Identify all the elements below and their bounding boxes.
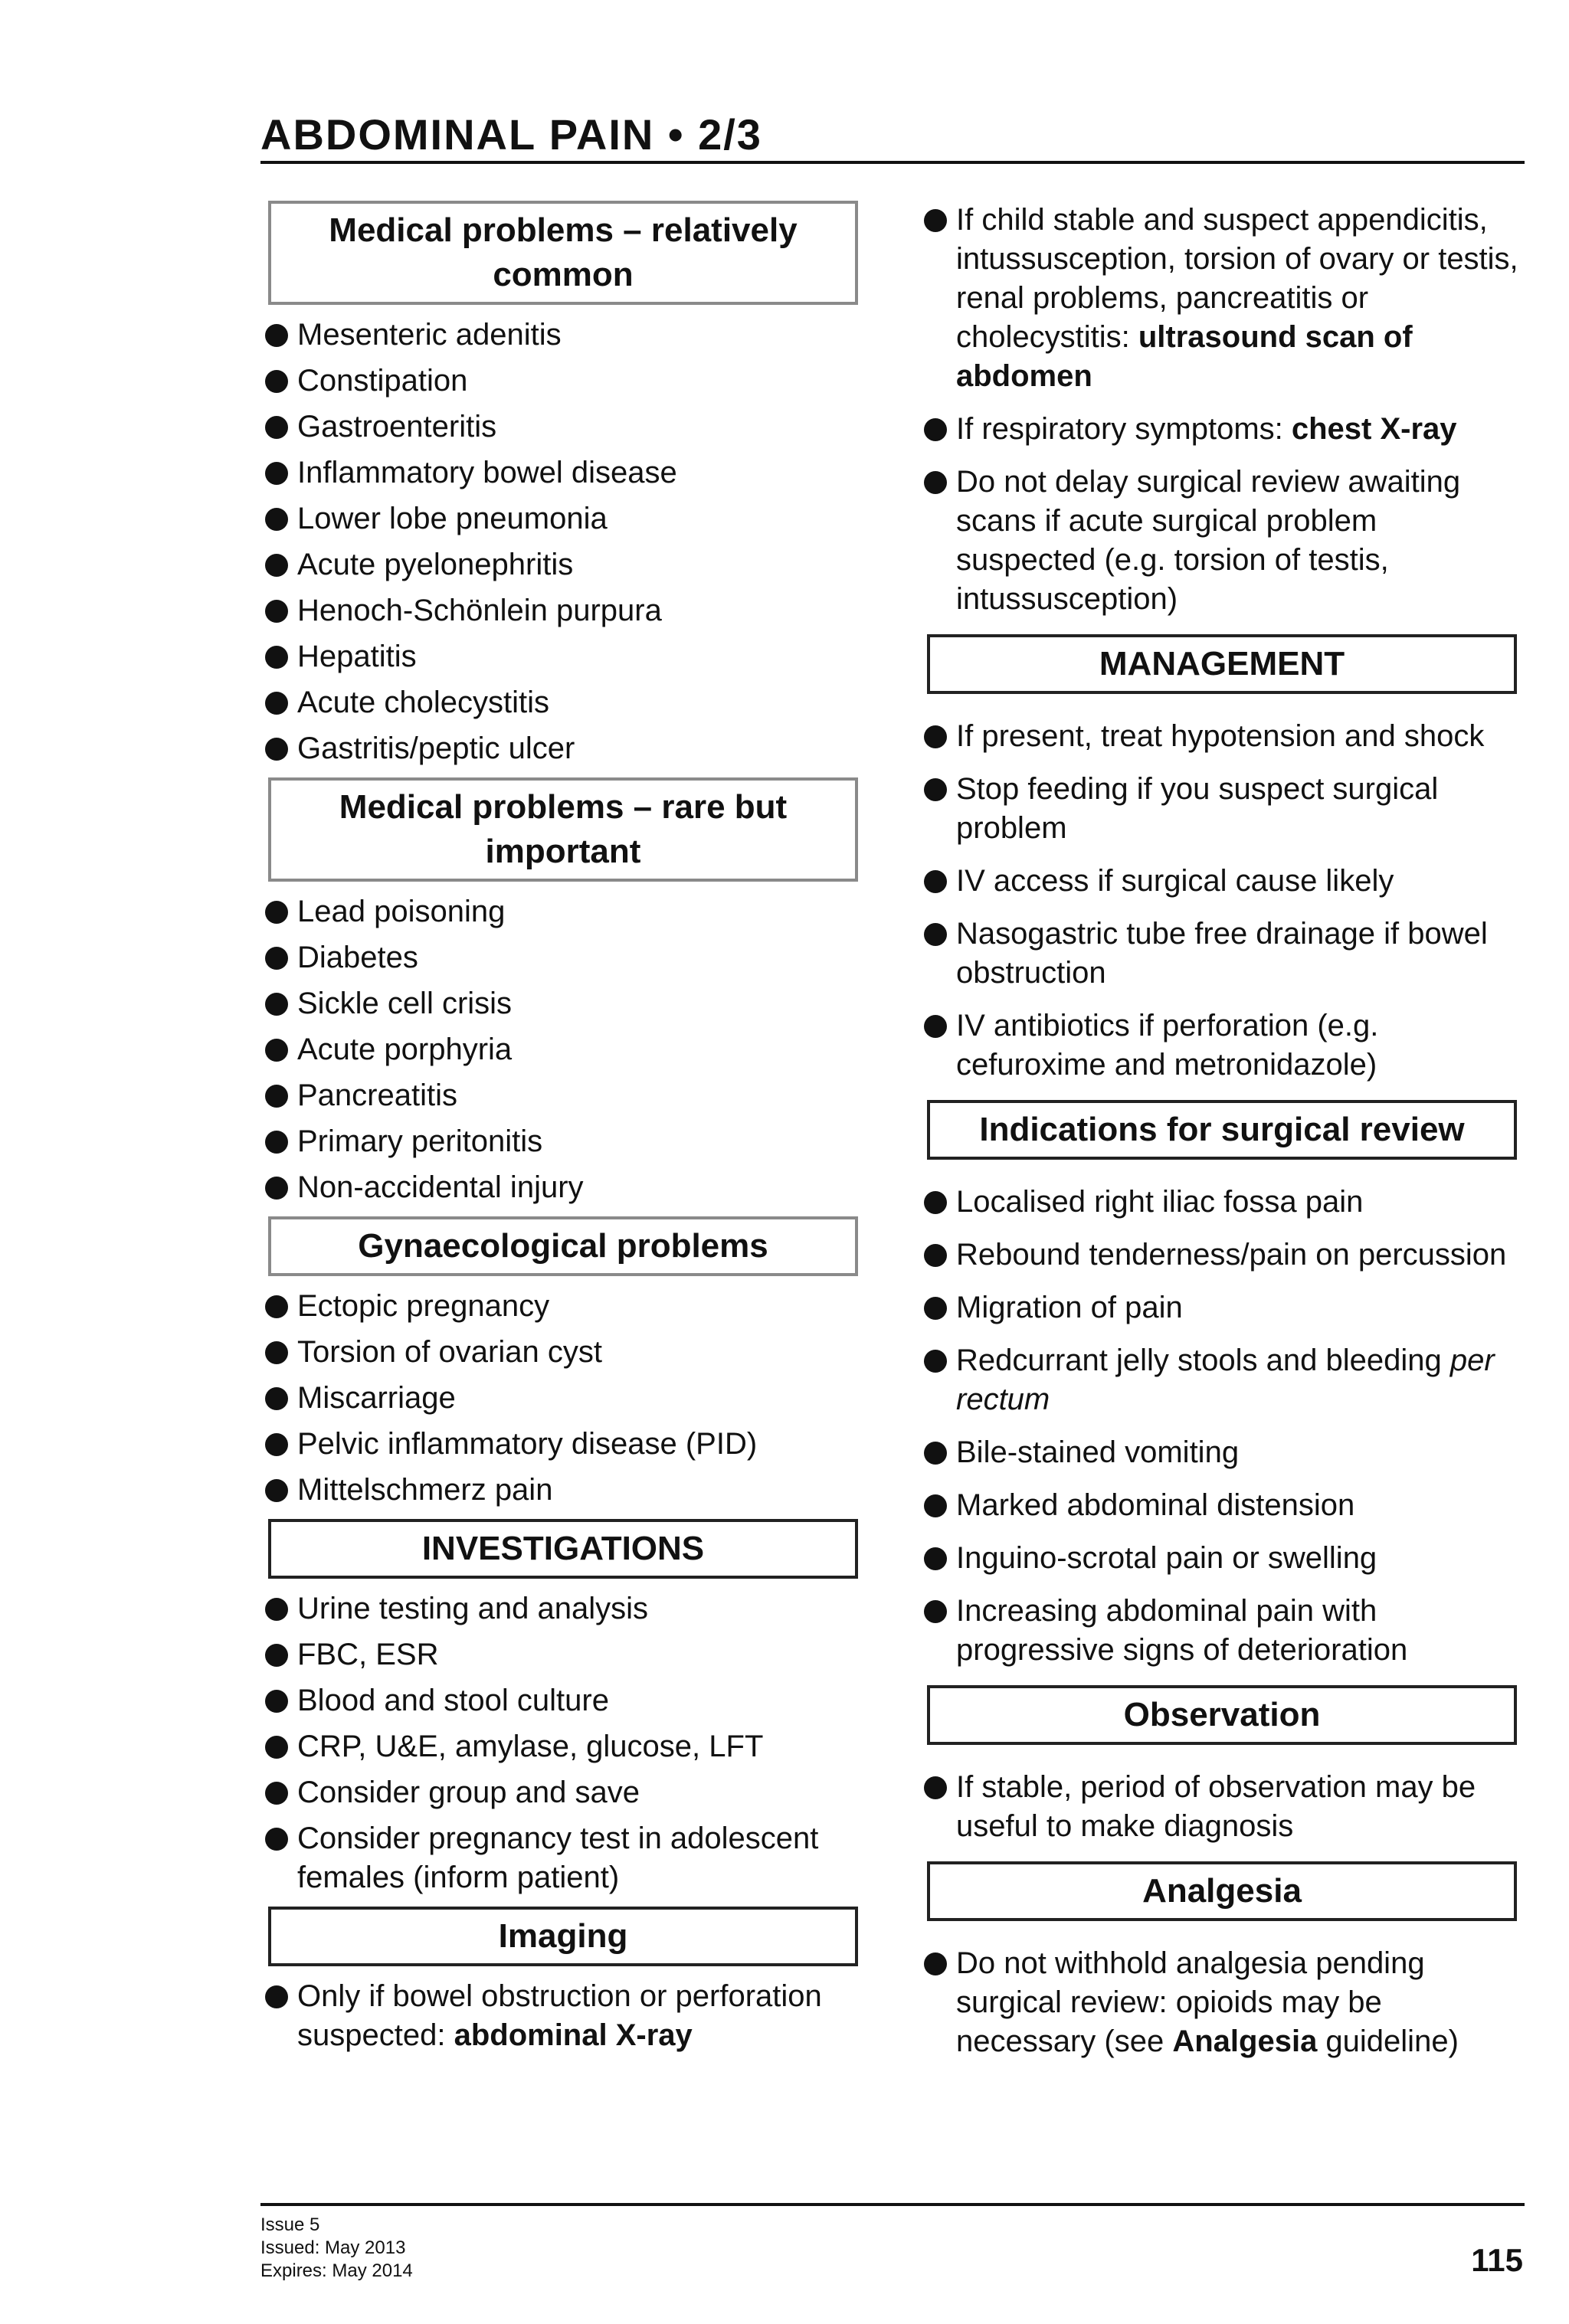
list-item: If respiratory symptoms: chest X-ray [919, 410, 1525, 449]
list-item: Nasogastric tube free drainage if bowel obstruction [919, 915, 1525, 993]
list-item: Do not withhold analgesia pending surgical review: opioids may be necessary (see Analgesia guideline) [919, 1944, 1525, 2061]
list-item: Lower lobe pneumonia [260, 499, 866, 538]
list-item: Sickle cell crisis [260, 984, 866, 1023]
list-item: Mesenteric adenitis [260, 316, 866, 355]
list-observation [919, 1768, 1525, 1846]
issue-number: Issue 5 [260, 2214, 320, 2235]
section-heading-analgesia: Analgesia [927, 1861, 1517, 1921]
list-item: Ectopic pregnancy [260, 1287, 866, 1326]
header-rule [260, 161, 1525, 164]
page-title: ABDOMINAL PAIN • 2/3 [260, 110, 762, 159]
list-imaging-continued [919, 201, 1525, 619]
section-heading-observation: Observation [927, 1685, 1517, 1745]
bullet-icon [924, 209, 947, 232]
list-item: Consider pregnancy test in adolescent females (inform patient) [260, 1819, 866, 1897]
list-item: If stable, period of observation may be useful to make diagnosis [919, 1768, 1525, 1846]
bullet-icon [265, 416, 288, 439]
list-item: Miscarriage [260, 1379, 866, 1418]
list-item: Gastritis/peptic ulcer [260, 729, 866, 768]
bullet-icon [924, 1547, 947, 1570]
list-item: Inflammatory bowel disease [260, 453, 866, 493]
list-item: Mittelschmerz pain [260, 1471, 866, 1510]
section-heading-imaging: Imaging [268, 1907, 858, 1966]
section-heading-gynaecological: Gynaecological problems [268, 1216, 858, 1276]
list-item: Gastroenteritis [260, 408, 866, 447]
list-item: Migration of pain [919, 1288, 1525, 1327]
list-item: Diabetes [260, 938, 866, 977]
bullet-icon [265, 993, 288, 1016]
list-item: Torsion of ovarian cyst [260, 1333, 866, 1372]
list-item: Do not delay surgical review awaiting scans if acute surgical problem suspected (e.g. torsion of testis, intussusception) [919, 463, 1525, 619]
bullet-icon [265, 947, 288, 970]
list-item: Only if bowel obstruction or perforation suspected: abdominal X-ray [260, 1977, 866, 2055]
list-item: Acute pyelonephritis [260, 545, 866, 584]
bullet-icon [265, 1341, 288, 1364]
list-item: Consider group and save [260, 1773, 866, 1812]
bullet-icon [924, 471, 947, 494]
section-heading-management: MANAGEMENT [927, 634, 1517, 694]
list-item: FBC, ESR [260, 1635, 866, 1674]
list-management [919, 717, 1525, 1085]
list-item: IV antibiotics if perforation (e.g. cefuroxime and metronidazole) [919, 1007, 1525, 1085]
bullet-icon [924, 725, 947, 748]
list-analgesia [919, 1944, 1525, 2061]
list-item: Rebound tenderness/pain on percussion [919, 1236, 1525, 1275]
list-item: Non-accidental injury [260, 1168, 866, 1207]
bullet-icon [924, 778, 947, 801]
list-item: IV access if surgical cause likely [919, 862, 1525, 901]
footer-issue-info [260, 2214, 413, 2283]
bullet-icon [265, 901, 288, 924]
bullet-icon [265, 1039, 288, 1062]
section-heading-surgical-review: Indications for surgical review [927, 1100, 1517, 1160]
bullet-icon [265, 600, 288, 623]
bullet-icon [265, 1177, 288, 1200]
list-item: Redcurrant jelly stools and bleeding per rectum [919, 1341, 1525, 1419]
list-item: Localised right iliac fossa pain [919, 1183, 1525, 1222]
bullet-icon [265, 324, 288, 347]
bullet-icon [265, 1085, 288, 1108]
list-item: Bile-stained vomiting [919, 1433, 1525, 1472]
list-item: Pelvic inflammatory disease (PID) [260, 1425, 866, 1464]
bullet-icon [265, 462, 288, 485]
bullet-icon [924, 1776, 947, 1799]
list-item: Blood and stool culture [260, 1681, 866, 1720]
bullet-icon [924, 1600, 947, 1623]
list-item: Increasing abdominal pain with progressive signs of deterioration [919, 1592, 1525, 1670]
bullet-icon [924, 1015, 947, 1038]
list-medical-common [260, 316, 866, 768]
list-item: If child stable and suspect appendicitis, intussusception, torsion of ovary or testis, renal problems, pancreatitis or cholecystitis: ultrasound scan of abdomen [919, 201, 1525, 396]
bullet-icon [265, 692, 288, 715]
section-heading-medical-common: Medical problems – relatively common [268, 201, 858, 305]
list-item: Acute cholecystitis [260, 683, 866, 722]
list-item: Inguino-scrotal pain or swelling [919, 1539, 1525, 1578]
list-item: Primary peritonitis [260, 1122, 866, 1161]
bullet-icon [265, 1479, 288, 1502]
bullet-icon [265, 554, 288, 577]
bullet-icon [265, 1690, 288, 1713]
list-investigations [260, 1589, 866, 1897]
list-item: CRP, U&E, amylase, glucose, LFT [260, 1727, 866, 1766]
list-imaging [260, 1977, 866, 2055]
bullet-icon [265, 1736, 288, 1759]
left-column [260, 201, 866, 2064]
bullet-icon [265, 1295, 288, 1318]
footer-rule [260, 2203, 1525, 2206]
bullet-icon [924, 1442, 947, 1465]
bullet-icon [924, 1244, 947, 1267]
list-item: Marked abdominal distension [919, 1486, 1525, 1525]
bullet-icon [924, 1191, 947, 1214]
bullet-icon [265, 1782, 288, 1805]
bullet-icon [265, 1433, 288, 1456]
bullet-icon [924, 1494, 947, 1517]
list-surgical-review [919, 1183, 1525, 1670]
expires-date: Expires: May 2014 [260, 2260, 413, 2281]
page-number: 115 [1471, 2242, 1523, 2278]
bullet-icon [924, 1350, 947, 1373]
bullet-icon [265, 1387, 288, 1410]
list-item: Stop feeding if you suspect surgical problem [919, 770, 1525, 848]
list-item: Hepatitis [260, 637, 866, 676]
bullet-icon [265, 1828, 288, 1851]
list-item: Acute porphyria [260, 1030, 866, 1069]
list-item: Urine testing and analysis [260, 1589, 866, 1628]
list-medical-rare [260, 892, 866, 1207]
bullet-icon [265, 1644, 288, 1667]
bullet-icon [265, 370, 288, 393]
bullet-icon [265, 1598, 288, 1621]
list-item: Henoch-Schönlein purpura [260, 591, 866, 630]
bullet-icon [924, 870, 947, 893]
section-heading-investigations: INVESTIGATIONS [268, 1519, 858, 1579]
bullet-icon [924, 1297, 947, 1320]
bullet-icon [265, 1985, 288, 2008]
section-heading-medical-rare: Medical problems – rare but important [268, 777, 858, 882]
bullet-icon [265, 738, 288, 761]
bullet-icon [265, 646, 288, 669]
bullet-icon [924, 923, 947, 946]
list-item: Lead poisoning [260, 892, 866, 931]
list-item: If present, treat hypotension and shock [919, 717, 1525, 756]
bullet-icon [924, 1952, 947, 1975]
list-gynaecological [260, 1287, 866, 1510]
issued-date: Issued: May 2013 [260, 2237, 406, 2258]
bullet-icon [265, 1131, 288, 1154]
list-item: Constipation [260, 362, 866, 401]
list-item: Pancreatitis [260, 1076, 866, 1115]
right-column [919, 201, 1525, 2077]
bullet-icon [265, 508, 288, 531]
bullet-icon [924, 418, 947, 441]
